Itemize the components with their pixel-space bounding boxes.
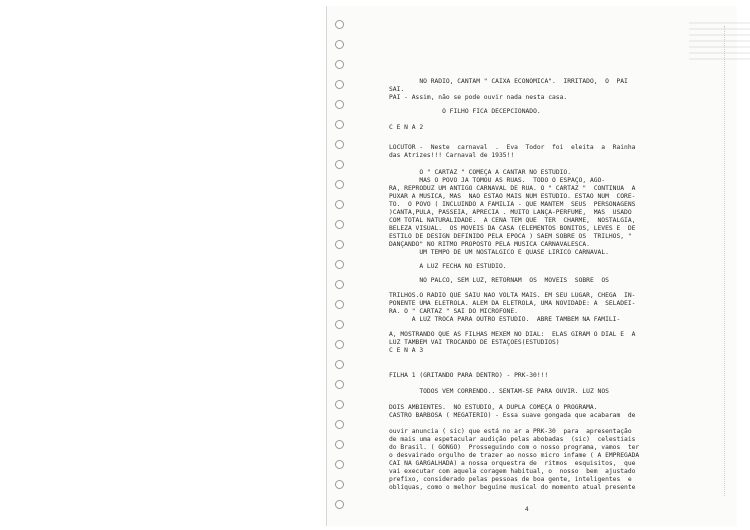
page-edge [724, 26, 733, 496]
binder-hole-icon [335, 80, 344, 89]
script-line: DOIS AMBIENTES. NO ESTUDIO, A DUPLA COMEÇA O PROGRAMA. [389, 404, 598, 411]
script-line: ESTILO DE DESIGN DEFINIDO PELA EPOCA ) SAEM SOBRE OS TRILHOS, " [389, 233, 632, 240]
script-line: A, MOSTRANDO QUE AS FILHAS MEXEM NO DIAL: ELAS GIRAM O DIAL E A [389, 331, 636, 338]
binder-hole-icon [335, 400, 344, 409]
binder-hole-icon [335, 20, 344, 29]
script-line: vai executar com aquela coragem habitual, o nosso bem ajustado [389, 468, 636, 475]
binder-hole-icon [335, 220, 344, 229]
script-line: de mais uma espetacular audição pelas abobadas (sic) celestiais [389, 436, 636, 443]
script-line: RA, REPRODUZ UM ANTIGO CARNAVAL DE RUA. O " CARTAZ " CONTINUA A [389, 185, 636, 192]
script-line: do Brasil. ( GONGO) Prosseguindo com o nosso programa, vamos ter [389, 444, 640, 451]
script-line: TRILHOS.O RADIO QUE SAIU NAO VOLTA MAIS. EM SEU LUGAR, CHEGA IN- [389, 292, 636, 299]
binder-hole-icon [335, 260, 344, 269]
script-line: BELEZA VISUAL. OS MOVEIS DA CASA (ELEMENTOS BONITOS, LEVES E DE [389, 225, 636, 232]
script-line: C E N A 2 [389, 124, 424, 131]
script-page [326, 6, 737, 526]
binder-hole-icon [335, 160, 344, 169]
script-line: prefixo, considerado pelas pessoas de boa gente, inteligentes e [389, 476, 632, 483]
script-line: MAS O POVO JA TOMOU AS RUAS. TODO O ESPAÇO, AGO- [389, 177, 606, 184]
script-line: LOCUTOR - Neste carnaval . Eva Todor foi eleita a Rainha [389, 144, 636, 151]
binder-hole-icon [335, 460, 344, 469]
binder-hole-icon [335, 240, 344, 249]
binder-hole-icon [335, 300, 344, 309]
binder-hole-icon [335, 420, 344, 429]
script-line: O " CARTAZ " COMEÇA A CANTAR NO ESTUDIO. [389, 169, 571, 176]
script-line: das Atrizes!!! Carnaval de 1935!! [389, 152, 515, 159]
binder-hole-icon [335, 360, 344, 369]
script-line: CASTRO BARBOSA ( MEGATERIO) - Essa suave gongada que acabaram de [389, 412, 636, 419]
script-line: A LUZ FECHA NO ESTUDIO. [389, 263, 507, 270]
script-line: UM TEMPO DE UM NOSTALGICO E QUASE LIRICO CARNAVAL. [389, 249, 609, 256]
script-line: DANÇANDO" NO RITMO PROPOSTO PELA MUSICA CARNAVALESCA. [389, 241, 590, 248]
script-line: NO RADIO, CANTAM " CAIXA ECONOMICA". IRRITADO, O PAI [389, 78, 628, 85]
script-line: )CANTA,PULA, PASSEIA, APRECIA . MUITO LANÇA-PERFUME, MAS USADO [389, 209, 632, 216]
binder-hole-icon [335, 440, 344, 449]
binder-hole-icon [335, 480, 344, 489]
script-line: oblíquas, como o melhor beguine musical do momento atual presente [389, 484, 636, 491]
script-line: LUZ TAMBEM VAI TROCANDO DE ESTAÇOES(ESTUDIOS) [389, 339, 560, 346]
binder-hole-icon [335, 380, 344, 389]
script-line: PUXAR A MUSICA, MAS NAO ESTAO MAIS NUM ESTUDIO. ESTAO NUM CORE- [389, 193, 636, 200]
binder-hole-icon [335, 200, 344, 209]
binder-hole-icon [335, 320, 344, 329]
script-line: PAI - Assim, não se pode ouvir nada nesta casa. [389, 94, 568, 101]
script-line: O FILHO FICA DECEPCIONADO. [389, 108, 541, 115]
script-line: o desvairado orgulho de trazer ao nosso micro infame ( A EMPREGADA [389, 452, 640, 459]
script-line: A LUZ TROCA PARA OUTRO ESTUDIO. ABRE TAMBEM NA FAMILI- [389, 316, 621, 323]
script-line: CAI NA GARGALHADA) a nossa orquestra de ritmos esquisitos, que [389, 460, 636, 467]
binder-hole-icon [335, 280, 344, 289]
binder-hole-icon [335, 340, 344, 349]
binder-hole-icon [335, 180, 344, 189]
script-line: SAI. [389, 86, 405, 93]
binder-hole-icon [335, 500, 344, 509]
script-line: TODOS VEM CORRENDO.. SENTAM-SE PARA OUVIR. LUZ NOS [389, 388, 609, 395]
script-line: RA. O " CARTAZ " SAI DO MICROFONE. [389, 308, 518, 315]
script-line: C E N A 3 [389, 347, 424, 354]
binder-hole-icon [335, 120, 344, 129]
binder-hole-icon [335, 100, 344, 109]
script-line: NO PALCO, SEM LUZ, RETORNAM OS MOVEIS SOBRE OS [389, 277, 609, 284]
binder-hole-icon [335, 40, 344, 49]
page-number: 4 [525, 506, 529, 513]
script-line: TO. O POVO ( INCLUINDO A FAMILIA - QUE MANTEM SEUS PERSONAGENS [389, 201, 636, 208]
script-line: ouvir anuncia ( sic) que está no ar a PRK-30 para apresentação [389, 428, 632, 435]
script-line: FILHA 1 (GRITANDO PARA DENTRO) - PRK-30!!! [389, 372, 549, 379]
script-line: PONENTE UMA ELETROLA. ALEM DA ELETROLA, UMA NOVIDADE: A SELADEI- [389, 300, 636, 307]
script-line: COM TOTAL NATURALIDADE. A CENA TEM QUE TER CHARME, NOSTALGIA, [389, 217, 636, 224]
binder-hole-icon [335, 60, 344, 69]
binder-hole-icon [335, 140, 344, 149]
show-through-text [689, 18, 750, 60]
